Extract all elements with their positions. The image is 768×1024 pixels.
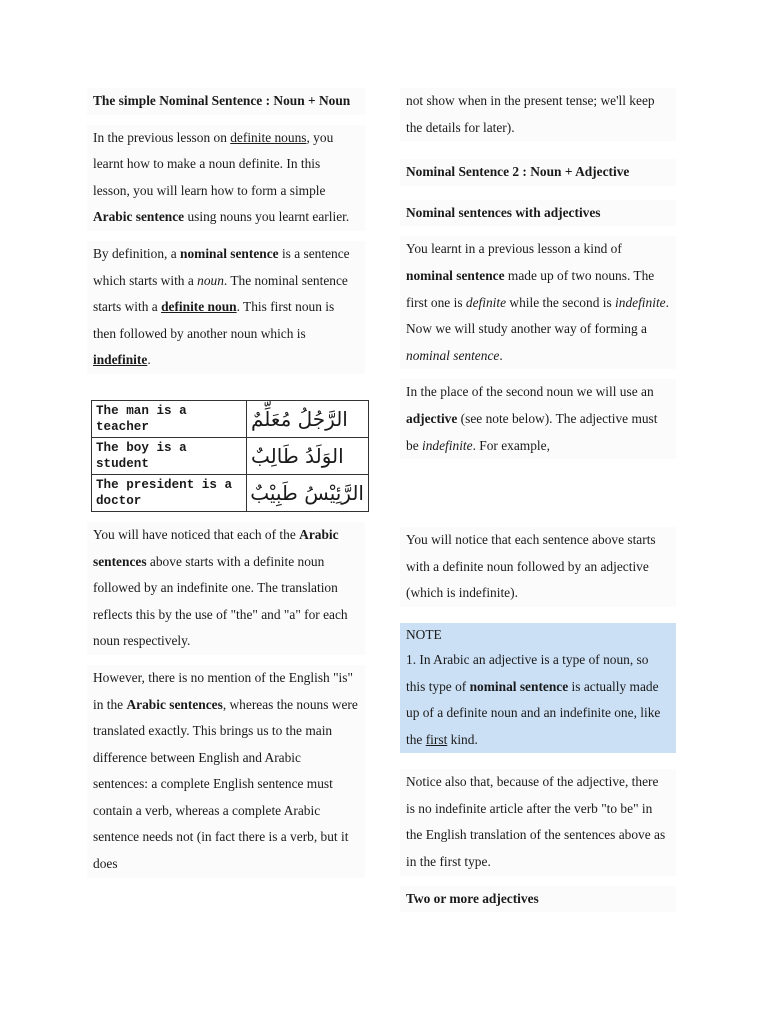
paragraph-intro: In the previous lesson on definite nouns, you learnt how to make a noun definite. In this lesson, you will learn how to form a simple Arabic sentence using nouns you learnt earlier. — [87, 125, 365, 231]
table-row — [92, 437, 369, 474]
table-row — [92, 474, 369, 511]
paragraph-difference: However, there is no mention of the English "is" in the Arabic sentences, whereas the nouns were translated exactly. This brings us to the main difference between English and Arabic sentences: a complete English sentence must contain a verb, whereas a complete Arabic sentence needs not (in fact there is a verb, but it does — [87, 665, 365, 878]
first-kind-link[interactable]: first — [425, 731, 448, 747]
english-sentence: The president is a doctor — [92, 474, 247, 511]
paragraph-no-article: Notice also that, because of the adjective, there is no indefinite article after the verb "to be" in the English translation of the sentences above as in the first type. — [400, 769, 676, 875]
arabic-sentence: الرَّئِيْسُ طَبِيْبٌ — [247, 474, 369, 511]
table-row — [92, 400, 369, 437]
example-table — [91, 400, 369, 512]
paragraph-observation: You will have noticed that each of the Arabic sentences above starts with a definite noun followed by an indefinite one. The translation reflects this by the use of "the" and "a" for each noun respectively. — [87, 522, 365, 655]
arabic-sentence: الوَلَدُ طَالِبٌ — [247, 437, 369, 474]
paragraph-adjective-rule: In the place of the second noun we will use an adjective (see note below). The adjective must be indefinite. For example, — [400, 379, 676, 459]
arabic-sentence: الرَّجُلُ مُعَلِّمٌ — [247, 400, 369, 437]
paragraph-notice: You will notice that each sentence above starts with a definite noun followed by an adjective (which is indefinite). — [400, 527, 676, 607]
subsection-heading-two-adjectives: Two or more adjectives — [400, 886, 676, 913]
subsection-heading: Nominal sentences with adjectives — [400, 200, 676, 227]
paragraph-continued: not show when in the present tense; we'll keep the details for later). — [400, 88, 676, 141]
english-sentence: The man is a teacher — [92, 400, 247, 437]
note-text: 1. In Arabic an adjective is a type of noun, so this type of nominal sentence is actually made up of a definite noun and an indefinite one, like the first kind. — [406, 651, 661, 747]
left-column — [87, 88, 365, 878]
section-heading: Nominal Sentence 2 : Noun + Adjective — [400, 159, 676, 186]
note-box — [400, 623, 676, 753]
definite-nouns-link[interactable]: definite nouns — [230, 129, 307, 145]
paragraph-definition: By definition, a nominal sentence is a sentence which starts with a noun. The nominal sentence starts with a definite noun. This first noun is then followed by another noun which is indefinite. — [87, 241, 365, 374]
right-column — [400, 88, 676, 912]
note-title: NOTE — [406, 626, 442, 642]
indefinite-term: indefinite — [93, 352, 148, 368]
paragraph-adjective-intro: You learnt in a previous lesson a kind of nominal sentence made up of two nouns. The first one is definite while the second is indefinite. Now we will study another way of forming a nominal sentence. — [400, 236, 676, 369]
definite-noun-term: definite noun — [161, 299, 237, 315]
english-sentence: The boy is a student — [92, 437, 247, 474]
section-title: The simple Nominal Sentence : Noun + Noun — [87, 88, 365, 115]
